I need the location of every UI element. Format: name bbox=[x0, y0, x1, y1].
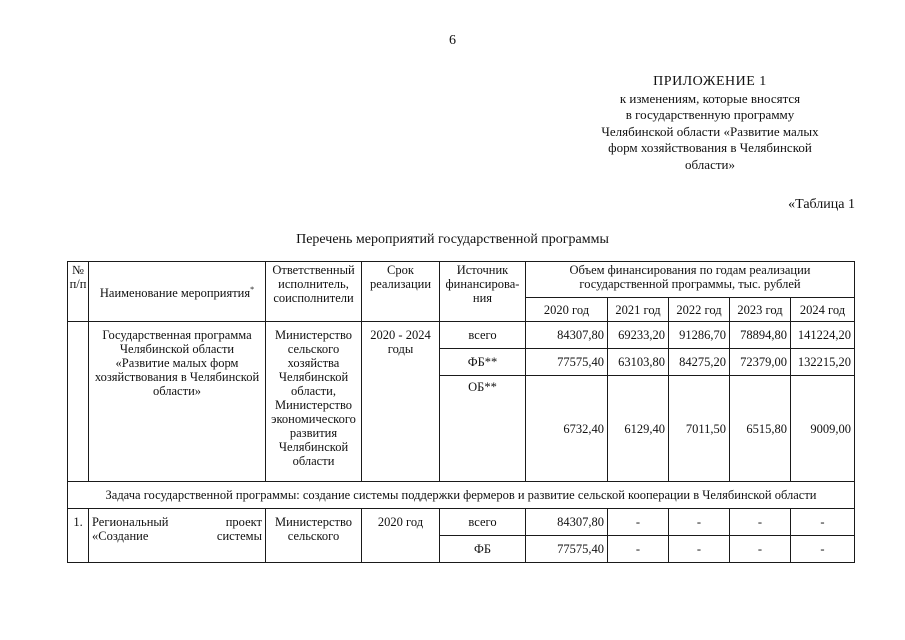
source-cell: всего bbox=[440, 322, 526, 349]
value-cell: 6129,40 bbox=[608, 376, 669, 482]
page-number: 6 bbox=[449, 33, 456, 48]
value-cell: - bbox=[791, 509, 855, 536]
header-year: 2022 год bbox=[669, 298, 730, 322]
header-name-text: Наименование мероприятия bbox=[99, 286, 251, 301]
appendix-line: Челябинской области «Развитие малых bbox=[601, 123, 819, 139]
header-year: 2020 год bbox=[526, 298, 608, 322]
item-name-line bbox=[92, 515, 262, 529]
value-cell: - bbox=[730, 509, 791, 536]
source-cell: всего bbox=[440, 509, 526, 536]
value-cell: 91286,70 bbox=[669, 322, 730, 349]
item-name-word: проект bbox=[225, 515, 262, 529]
item-name-line bbox=[92, 529, 262, 543]
program-name: Государственная программа Челябинской области «Развитие малых форм хозяйствования в Челябинской области» bbox=[89, 322, 266, 482]
item-period: 2020 год bbox=[362, 509, 440, 563]
value-cell: 77575,40 bbox=[526, 536, 608, 563]
appendix-block bbox=[560, 74, 860, 173]
value-cell: - bbox=[608, 509, 669, 536]
value-cell: - bbox=[669, 536, 730, 563]
value-cell: 7011,50 bbox=[669, 376, 730, 482]
header-name bbox=[89, 262, 266, 322]
value-cell: 78894,80 bbox=[730, 322, 791, 349]
value-cell: - bbox=[791, 536, 855, 563]
value-cell: - bbox=[730, 536, 791, 563]
source-cell: ОБ** bbox=[440, 376, 526, 482]
value-cell: 6732,40 bbox=[526, 376, 608, 482]
task-text: Задача государственной программы: создание системы поддержки фермеров и развитие сельской кооперации в Челябинской области bbox=[68, 482, 855, 509]
value-cell: 72379,00 bbox=[730, 349, 791, 376]
table-reference: «Таблица 1 bbox=[788, 197, 855, 212]
header-name-mark: * bbox=[250, 284, 255, 294]
appendix-line: области» bbox=[685, 156, 735, 172]
table-row bbox=[68, 322, 855, 349]
item-name bbox=[89, 509, 266, 563]
value-cell: 141224,20 bbox=[791, 322, 855, 349]
value-cell: 63103,80 bbox=[608, 349, 669, 376]
value-cell: 77575,40 bbox=[526, 349, 608, 376]
value-cell: 132215,20 bbox=[791, 349, 855, 376]
item-num: 1. bbox=[68, 509, 89, 563]
value-cell: 84275,20 bbox=[669, 349, 730, 376]
value-cell: - bbox=[669, 509, 730, 536]
value-cell: 9009,00 bbox=[791, 376, 855, 482]
appendix-line: к изменениям, которые вносятся bbox=[619, 90, 801, 106]
item-executor: Министерство сельского bbox=[266, 509, 362, 563]
header-period: Срок реализации bbox=[362, 262, 440, 322]
program-executor: Министерство сельского хозяйства Челябинской области, Министерство экономического развития Челябинской области bbox=[266, 322, 362, 482]
header-year: 2023 год bbox=[730, 298, 791, 322]
document-title: Перечень мероприятий государственной программы bbox=[296, 232, 609, 247]
appendix-heading: ПРИЛОЖЕНИЕ 1 bbox=[653, 74, 767, 89]
header-year: 2021 год bbox=[608, 298, 669, 322]
value-cell: - bbox=[608, 536, 669, 563]
header-year: 2024 год bbox=[791, 298, 855, 322]
value-cell: 6515,80 bbox=[730, 376, 791, 482]
header-num: № п/п bbox=[68, 262, 89, 322]
appendix-line: форм хозяйствования в Челябинской bbox=[608, 140, 812, 155]
source-cell: ФБ bbox=[440, 536, 526, 563]
item-name-word: системы bbox=[216, 529, 262, 543]
table-row bbox=[68, 509, 855, 536]
value-cell: 84307,80 bbox=[526, 322, 608, 349]
program-num bbox=[68, 322, 89, 482]
source-cell: ФБ** bbox=[440, 349, 526, 376]
header-source: Источник финансирова-ния bbox=[440, 262, 526, 322]
header-executor: Ответственный исполнитель, соисполнители bbox=[266, 262, 362, 322]
item-name-word: Региональный bbox=[92, 515, 169, 529]
task-row bbox=[68, 482, 855, 509]
header-row bbox=[68, 262, 855, 298]
appendix-line: в государственную программу bbox=[625, 107, 795, 122]
header-funding: Объем финансирования по годам реализации государственной программы, тыс. рублей bbox=[526, 262, 855, 298]
value-cell: 84307,80 bbox=[526, 509, 608, 536]
measures-table bbox=[67, 261, 855, 563]
item-name-word: «Создание bbox=[92, 529, 149, 543]
program-period: 2020 - 2024 годы bbox=[362, 322, 440, 482]
value-cell: 69233,20 bbox=[608, 322, 669, 349]
